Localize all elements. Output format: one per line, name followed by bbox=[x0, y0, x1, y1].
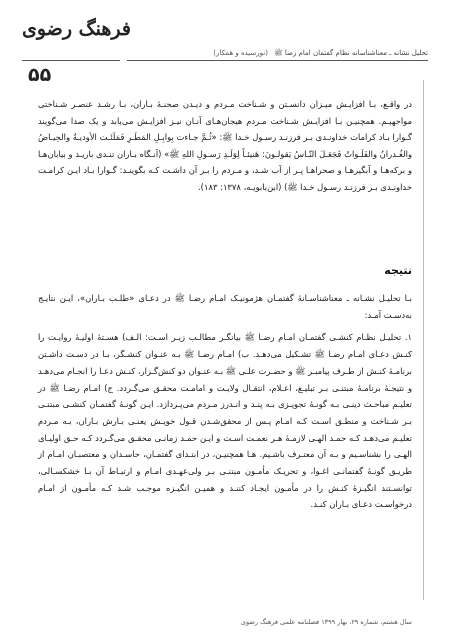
section-heading: نتیجه bbox=[384, 264, 412, 277]
running-title-authors: (نورسیده و همکار) bbox=[213, 49, 268, 57]
page-header bbox=[22, 18, 428, 86]
body-section bbox=[38, 96, 412, 196]
running-title bbox=[130, 48, 428, 59]
conclusion-section bbox=[38, 290, 412, 513]
margin-rule bbox=[423, 80, 424, 600]
header-divider bbox=[127, 60, 428, 61]
page-number: ۵۵ bbox=[28, 64, 52, 86]
logo-divider bbox=[22, 60, 120, 61]
conclusion-intro: بـا تحلیـل نشـانه ـ معناشناسـانۀ گفتمـان هژمونیـک امـام رضـا ﷺ در دعـای «طلـب بـاران»، ایـن نتایـج به‌دسـت آمـد: bbox=[38, 293, 412, 320]
page-footer: سال هشتم، شماره ۲۹، بهار ۱۳۹۹ فصلنامه علمی فرهنگ رضوی bbox=[240, 618, 412, 626]
journal-logo: فرهنگ رضوی bbox=[22, 18, 131, 40]
conclusion-list-item: ۱. تحلیـل نظـام کنشـی گفتمـان امـام رضـا ﷺ بیانگـر مطالـب زیـر اسـت: الـف) هسـتۀ اولیـۀ روایـت را کنـش دعـای امـام رضـا ﷺ تشـکیل می‌دهـد. ب) امـام رضـا ﷺ بـه عنـوان کنشـگر، بـا در دسـت داشـتن برنامـۀ کنـش از طـرف پیامبـر ﷺ و حضـرت علـی ﷺ بـه عنـوان دو کنش‌گـزار، کنـش دعـا را انجـام می‌دهـد و نتیجـۀ برنامـۀ مبتنـی بـر تبلیـغ، اعـلام، انتقـال ولایـت و امامـت محقـق می‌گـردد. ج) امـام رضـا ﷺ در تعلیـم مباحـث دینـی بـه گونـۀ تجویـزی بـه پنـد و انـدرز مـردم می‌پـردازد. ایـن گونـۀ گفتمـان کنشـی مبتنـی بـر شـناخت و منطـق اسـت کـه امـام پـس از محقق‌شـدن قـول خویـش یعنـی بـارش بـاران، بـه مـردم تعلیـم می‌دهـد کـه حمـد الهـی لازمـۀ هـر نعمـت اسـت و ایـن حمـد زمانـی محقـق می‌گـردد کـه حـق اولیـای الهـی را بشناسـیم و بـه آن معتـرف باشـیم. هـا همچنیـن، در ابتـدای گفتمـان، حاسـدان و معتصبـان امـام از طریـق گونـۀ گفتمانـی اغـوا، و تحریـک مأمـون مبتنـی بـر ولی‌عهـدی امـام و ارتبـاط آن بـا خشکسـالی، توانسـتند انگیـزۀ کنـش را در مأمـون ایجـاد کننـد و همیـن انگیـزه موجـب شـد کـه مأمـون از امـام درخواسـت دعـای بـاران کنـد. bbox=[38, 332, 412, 510]
running-title-text: تحلیل نشانه ـ معناشناسانه نظام گفتمان امام رضا ﷺ bbox=[274, 49, 428, 57]
body-paragraph: در واقـع، بـا افزایـش میـزان دانسـتن و شـناخت مـردم و دیـدن صحنـۀ بـاران، بـا رشـد عنصـر شـناختی مواجهیـم. همچنیـن بـا افزایـش شـناخت مـردم هیجان‌هـای آنـان نیـز افزایـش می‌یابد و یک صدا می‌گویند گـوارا بـاد کرامات خداونـدی بـر فرزنـد رسـول خـدا ﷺ: «ثُـمَّ جـاءت بِوابِـلِ المَطَـرِ فَمَلَئَـت الأودیـةُ والحِیـاضُ والغُـدرانُ والفَلَـواتُ فَجَعَـلَ النّـاسُ یَقولـونَ: هَنیئـاً لِوَلَـدِ رَسـولِ اللهِ ﷺ» (آنـگاه بـاران تنـدی باریـد و بیابان‌هـا و برکه‌هـا و آبگیرهـا و صحراهـا پـر از آب شـد، و مـردم را بـر آن داشـت کـه بگوینـد: گـوارا بـاد ایـن کرامـت خداونـدی بـر فرزنـد رسـول خـدا ﷺ) (ابن‌بابویـه، ۱۳۷۸: ۱۸۳). bbox=[38, 99, 412, 192]
